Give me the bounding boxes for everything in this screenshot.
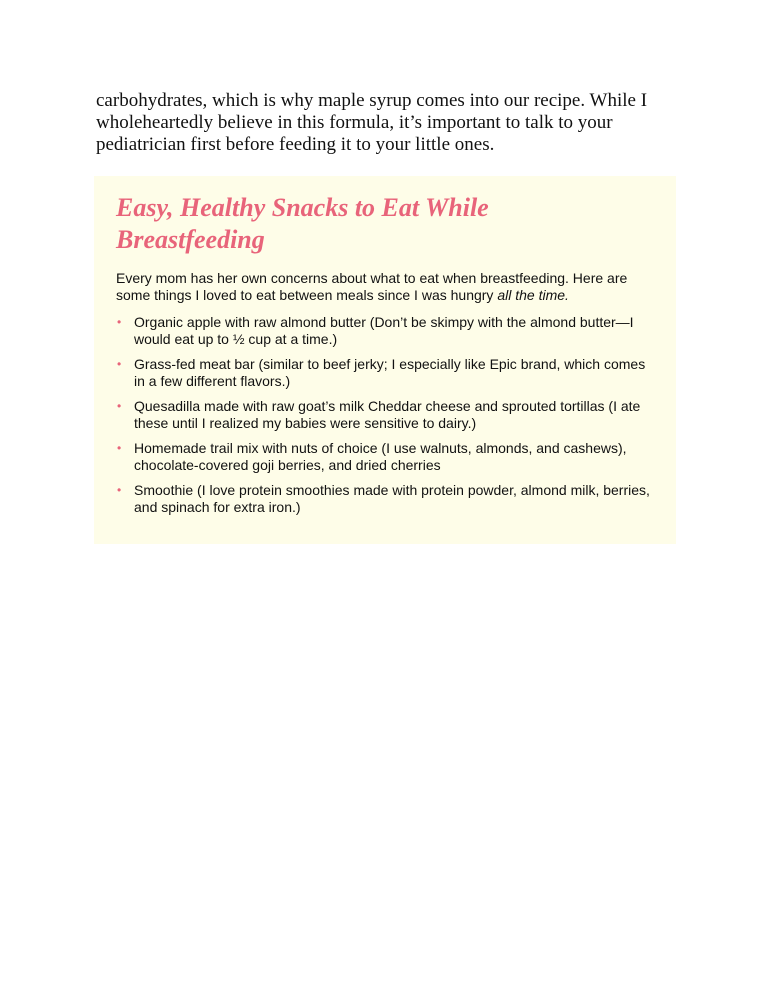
- snack-sidebar: [94, 176, 676, 544]
- bullet-icon: •: [117, 399, 122, 413]
- snack-item-text: Smoothie (I love protein smoothies made with protein powder, almond milk, berries, and spinach for extra iron.): [134, 482, 650, 515]
- bullet-icon: •: [117, 441, 122, 455]
- snack-item-text: Quesadilla made with raw goat’s milk Cheddar cheese and sprouted tortillas (I ate these until I realized my babies were sensitive to dairy.): [134, 398, 641, 431]
- intro-paragraph: carbohydrates, which is why maple syrup comes into our recipe. While I wholeheartedly believe in this formula, it’s important to talk to your pediatrician first before feeding it to your little ones.: [96, 90, 648, 155]
- snack-item-trail-mix: [116, 440, 654, 474]
- sidebar-intro: [116, 270, 654, 304]
- snack-item-meat-bar: [116, 356, 654, 390]
- sidebar-intro-text: Every mom has her own concerns about what to eat when breastfeeding. Here are some things I loved to eat between meals since I was hungry: [116, 270, 628, 303]
- sidebar-title: Easy, Healthy Snacks to Eat While Breastfeeding: [116, 193, 489, 254]
- snack-item-quesadilla: [116, 398, 654, 432]
- bullet-icon: •: [117, 357, 122, 371]
- bullet-icon: •: [117, 315, 122, 329]
- snack-item-apple: [116, 314, 654, 348]
- bullet-icon: •: [117, 483, 122, 497]
- sidebar-intro-emphasis: all the time.: [497, 287, 569, 303]
- snack-item-smoothie: [116, 482, 654, 516]
- snack-list: [116, 314, 654, 516]
- snack-item-text: Homemade trail mix with nuts of choice (I use walnuts, almonds, and cashews), chocolate-covered goji berries, and dried cherries: [134, 440, 627, 473]
- snack-item-text: Organic apple with raw almond butter (Don’t be skimpy with the almond butter—I would eat up to ½ cup at a time.): [134, 314, 634, 347]
- snack-item-text: Grass-fed meat bar (similar to beef jerky; I especially like Epic brand, which comes in a few different flavors.): [134, 356, 646, 389]
